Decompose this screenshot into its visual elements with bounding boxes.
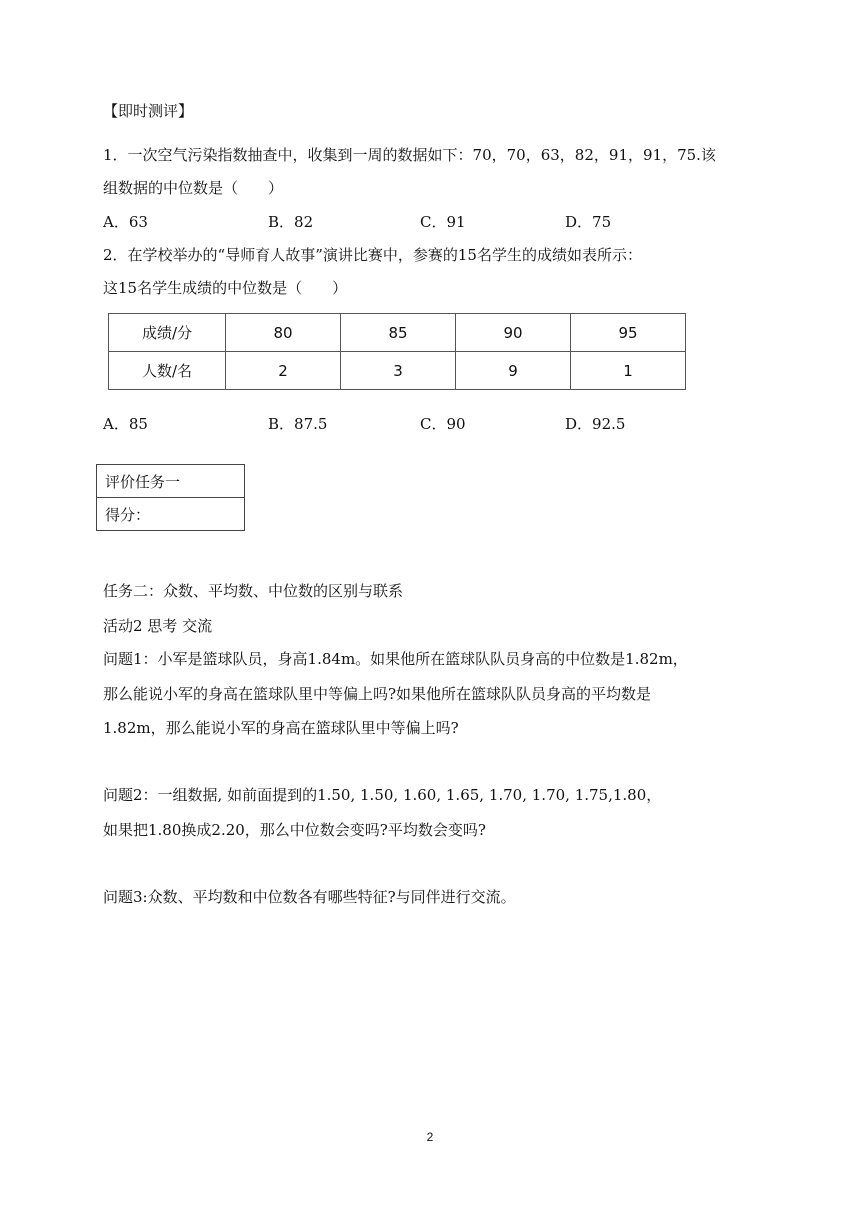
section-heading: 【即时测评】: [103, 102, 194, 120]
question-3-line-3: 1.82m，那么能说小军的身高在篮球队里中等偏上吗?: [103, 719, 459, 737]
task-2-title: 任务二：众数、平均数、中位数的区别与联系: [103, 582, 404, 600]
question-1-line-2: 组数据的中位数是（ ）: [103, 179, 284, 197]
question-1-option-d: D．75: [565, 213, 612, 231]
table-cell: 85: [341, 314, 456, 352]
question-2-option-d: D．92.5: [565, 415, 626, 433]
table-cell: 1: [571, 352, 686, 390]
question-2-option-b: B．87.5: [268, 415, 328, 433]
table-row: [97, 465, 245, 498]
table-cell: 2: [226, 352, 341, 390]
table-cell: 9: [456, 352, 571, 390]
question-2-option-a: A．85: [103, 415, 148, 433]
question-4-line-2: 如果把1.80换成2.20，那么中位数会变吗?平均数会变吗?: [103, 821, 486, 839]
table-cell: 95: [571, 314, 686, 352]
question-2-line-2: 这15名学生成绩的中位数是（ ）: [103, 279, 348, 297]
question-5-line-1: 问题3:众数、平均数和中位数各有哪些特征?与同伴进行交流。: [103, 888, 516, 906]
evaluation-box: [96, 464, 245, 531]
question-1-option-c: C．91: [420, 213, 466, 231]
table-cell: 3: [341, 352, 456, 390]
table-row: [97, 498, 245, 531]
activity-title: 活动2 思考 交流: [103, 617, 213, 635]
question-1-line-1: 1．一次空气污染指数抽查中，收集到一周的数据如下：70，70，63，82，91，91，75.该: [103, 146, 716, 164]
table-cell: 人数/名: [109, 352, 226, 390]
question-2-line-1: 2．在学校举办的“导师育人故事”演讲比赛中，参赛的15名学生的成绩如表所示：: [103, 246, 642, 264]
table-cell: 90: [456, 314, 571, 352]
score-field[interactable]: 得分：: [97, 498, 245, 531]
table-cell: 80: [226, 314, 341, 352]
question-3-line-2: 那么能说小军的身高在篮球队里中等偏上吗?如果他所在篮球队队员身高的平均数是: [103, 685, 652, 703]
question-2-option-c: C．90: [420, 415, 466, 433]
question-4-line-1: 问题2：一组数据, 如前面提到的1.50, 1.50, 1.60, 1.65, 1.70, 1.70, 1.75,1.80，: [103, 786, 662, 804]
table-row: [109, 314, 686, 352]
page-number: 2: [426, 1130, 434, 1144]
question-1-option-b: B．82: [268, 213, 314, 231]
question-3-line-1: 问题1：小军是篮球队员，身高1.84m。如果他所在篮球队队员身高的中位数是1.82m，: [103, 650, 688, 668]
score-table: [108, 313, 686, 390]
question-1-option-a: A．63: [103, 213, 148, 231]
evaluation-title: 评价任务一: [97, 465, 245, 498]
table-row: [109, 352, 686, 390]
table-cell: 成绩/分: [109, 314, 226, 352]
